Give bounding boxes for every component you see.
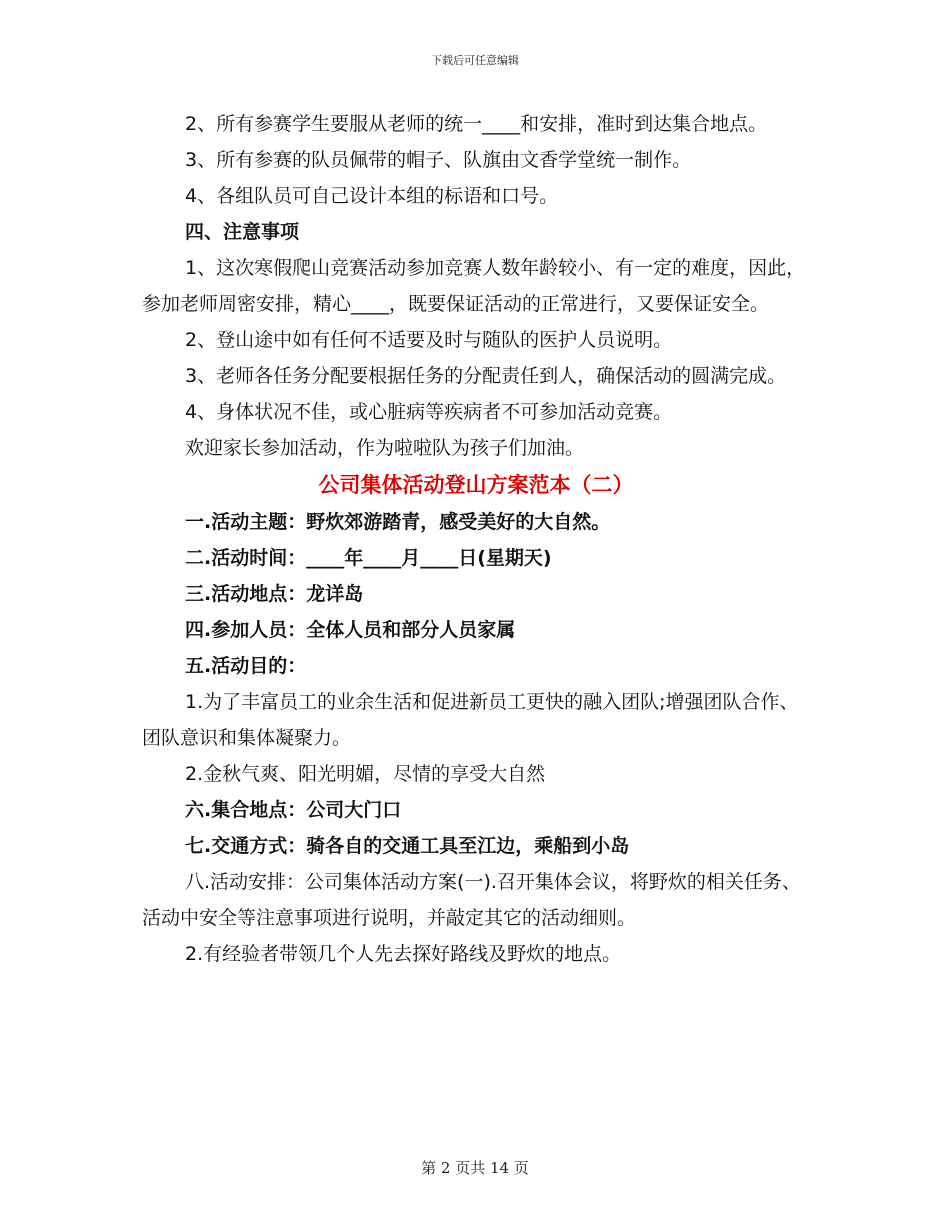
paragraph: 欢迎家长参加活动，作为啦啦队为孩子们加油。 [185, 437, 585, 459]
section-heading: 四.参加人员：全体人员和部分人员家属 [185, 619, 516, 641]
paragraph: 2.金秋气爽、阳光明媚，尽情的享受大自然 [185, 763, 546, 785]
section-heading: 一.活动主题：野炊郊游踏青，感受美好的大自然。 [185, 511, 611, 533]
page-footer: 第 2 页共 14 页 [421, 1159, 529, 1177]
section-heading: 七.交通方式：骑各自的交通工具至江边，乘船到小岛 [185, 835, 630, 857]
section-heading: 四、注意事项 [185, 221, 300, 243]
paragraph: 八.活动安排：公司集体活动方案(一).召开集体会议，将野炊的相关任务、活动中安全等注意事项进行说明，并敲定其它的活动细则。 [142, 871, 801, 929]
paragraph: 1.为了丰富员工的业余生活和促进新员工更快的融入团队;增强团队合作、团队意识和集体凝聚力。 [142, 691, 799, 749]
page-header: 下载后可任意编辑 [431, 54, 519, 67]
paragraph: 3、所有参赛的队员佩带的帽子、队旗由文香学堂统一制作。 [185, 149, 692, 171]
paragraph: 1、这次寒假爬山竞赛活动参加竞赛人数年龄较小、有一定的难度，因此，参加老师周密安排，精心____，既要保证活动的正常进行，又要保证安全。 [142, 257, 806, 315]
section-heading: 五.活动目的： [185, 655, 307, 677]
paragraph: 3、老师各任务分配要根据任务的分配责任到人，确保活动的圆满完成。 [185, 365, 787, 387]
section-heading: 二.活动时间：____年____月____日(星期天) [185, 547, 552, 569]
document-title: 公司集体活动登山方案范本（二） [318, 473, 634, 497]
paragraph: 4、各组队员可自己设计本组的标语和口号。 [185, 185, 559, 207]
paragraph: 2.有经验者带领几个人先去探好路线及野炊的地点。 [185, 943, 622, 965]
paragraph: 2、所有参赛学生要服从老师的统一____和安排，准时到达集合地点。 [185, 113, 768, 135]
document-body [142, 106, 810, 972]
paragraph: 4、身体状况不佳，或心脏病等疾病者不可参加活动竞赛。 [185, 401, 673, 423]
paragraph: 2、登山途中如有任何不适要及时与随队的医护人员说明。 [185, 329, 673, 351]
section-heading: 三.活动地点：龙详岛 [185, 583, 364, 605]
section-heading: 六.集合地点：公司大门口 [185, 799, 402, 821]
